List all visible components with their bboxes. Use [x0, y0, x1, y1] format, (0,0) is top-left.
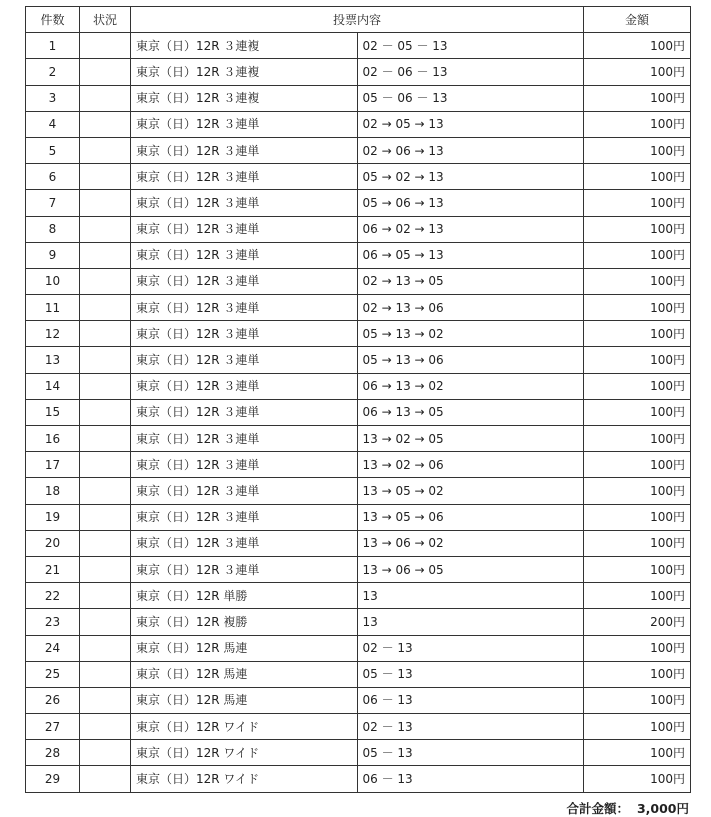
cell-race: 東京（日）12R ３連単	[131, 373, 358, 399]
cell-status	[80, 164, 131, 190]
cell-amount: 100円	[584, 740, 691, 766]
cell-status	[80, 33, 131, 59]
cell-amount: 100円	[584, 635, 691, 661]
cell-combination: 06 → 05 → 13	[357, 242, 584, 268]
cell-status	[80, 635, 131, 661]
cell-amount: 100円	[584, 295, 691, 321]
cell-status	[80, 661, 131, 687]
table-row	[26, 452, 691, 478]
cell-amount: 100円	[584, 766, 691, 792]
table-row	[26, 242, 691, 268]
cell-amount: 100円	[584, 452, 691, 478]
cell-count: 9	[26, 242, 80, 268]
cell-amount: 100円	[584, 661, 691, 687]
cell-amount: 100円	[584, 190, 691, 216]
header-content: 投票内容	[131, 7, 584, 33]
table-row	[26, 556, 691, 582]
cell-status	[80, 556, 131, 582]
cell-status	[80, 530, 131, 556]
cell-combination: 05 － 13	[357, 740, 584, 766]
cell-count: 11	[26, 295, 80, 321]
cell-status	[80, 609, 131, 635]
table-row	[26, 714, 691, 740]
total-amount	[25, 799, 691, 817]
table-row	[26, 295, 691, 321]
cell-count: 1	[26, 33, 80, 59]
cell-status	[80, 85, 131, 111]
cell-combination: 13 → 06 → 05	[357, 556, 584, 582]
cell-status	[80, 242, 131, 268]
table-row	[26, 399, 691, 425]
cell-combination: 06 － 13	[357, 687, 584, 713]
cell-race: 東京（日）12R ３連単	[131, 504, 358, 530]
total-label: 合計金額：	[566, 800, 629, 816]
cell-status	[80, 478, 131, 504]
cell-race: 東京（日）12R 複勝	[131, 609, 358, 635]
cell-combination: 05 － 06 － 13	[357, 85, 584, 111]
cell-race: 東京（日）12R 単勝	[131, 583, 358, 609]
cell-count: 3	[26, 85, 80, 111]
cell-count: 13	[26, 347, 80, 373]
cell-combination: 13 → 05 → 02	[357, 478, 584, 504]
cell-count: 21	[26, 556, 80, 582]
cell-amount: 100円	[584, 242, 691, 268]
cell-combination: 13 → 02 → 05	[357, 426, 584, 452]
cell-count: 20	[26, 530, 80, 556]
cell-combination: 02 － 13	[357, 635, 584, 661]
header-amount: 金額	[584, 7, 691, 33]
cell-count: 27	[26, 714, 80, 740]
cell-combination: 13	[357, 583, 584, 609]
cell-count: 10	[26, 268, 80, 294]
cell-combination: 02 → 06 → 13	[357, 137, 584, 163]
cell-count: 4	[26, 111, 80, 137]
cell-race: 東京（日）12R ３連単	[131, 452, 358, 478]
cell-count: 17	[26, 452, 80, 478]
cell-status	[80, 583, 131, 609]
cell-amount: 100円	[584, 268, 691, 294]
header-status: 状況	[80, 7, 131, 33]
cell-race: 東京（日）12R ワイド	[131, 740, 358, 766]
cell-amount: 100円	[584, 137, 691, 163]
cell-combination: 06 → 13 → 05	[357, 399, 584, 425]
cell-combination: 02 － 05 － 13	[357, 33, 584, 59]
cell-count: 2	[26, 59, 80, 85]
cell-race: 東京（日）12R ３連単	[131, 111, 358, 137]
cell-race: 東京（日）12R ワイド	[131, 766, 358, 792]
table-row	[26, 661, 691, 687]
table-row	[26, 766, 691, 792]
cell-combination: 05 → 13 → 02	[357, 321, 584, 347]
table-row	[26, 164, 691, 190]
cell-race: 東京（日）12R ３連単	[131, 321, 358, 347]
table-row	[26, 111, 691, 137]
table-row	[26, 426, 691, 452]
cell-race: 東京（日）12R 馬連	[131, 661, 358, 687]
cell-combination: 02 － 13	[357, 714, 584, 740]
cell-status	[80, 714, 131, 740]
table-row	[26, 740, 691, 766]
table-row	[26, 347, 691, 373]
cell-race: 東京（日）12R ３連複	[131, 59, 358, 85]
cell-count: 23	[26, 609, 80, 635]
cell-amount: 100円	[584, 583, 691, 609]
cell-status	[80, 268, 131, 294]
cell-amount: 100円	[584, 111, 691, 137]
cell-count: 8	[26, 216, 80, 242]
cell-race: 東京（日）12R ３連単	[131, 268, 358, 294]
cell-count: 7	[26, 190, 80, 216]
cell-count: 25	[26, 661, 80, 687]
table-row	[26, 687, 691, 713]
cell-amount: 100円	[584, 556, 691, 582]
cell-combination: 02 → 05 → 13	[357, 111, 584, 137]
cell-count: 24	[26, 635, 80, 661]
cell-status	[80, 111, 131, 137]
table-row	[26, 504, 691, 530]
cell-status	[80, 216, 131, 242]
cell-race: 東京（日）12R ３連複	[131, 33, 358, 59]
cell-count: 6	[26, 164, 80, 190]
cell-amount: 100円	[584, 504, 691, 530]
cell-combination: 13 → 06 → 02	[357, 530, 584, 556]
table-header-row	[26, 7, 691, 33]
cell-amount: 100円	[584, 426, 691, 452]
table-row	[26, 33, 691, 59]
cell-status	[80, 137, 131, 163]
cell-race: 東京（日）12R 馬連	[131, 635, 358, 661]
table-row	[26, 530, 691, 556]
cell-amount: 100円	[584, 164, 691, 190]
cell-race: 東京（日）12R ３連単	[131, 164, 358, 190]
cell-count: 15	[26, 399, 80, 425]
cell-status	[80, 766, 131, 792]
table-row	[26, 478, 691, 504]
cell-amount: 100円	[584, 687, 691, 713]
cell-combination: 02 → 13 → 06	[357, 295, 584, 321]
cell-race: 東京（日）12R ３連単	[131, 137, 358, 163]
cell-status	[80, 687, 131, 713]
cell-race: 東京（日）12R ３連単	[131, 556, 358, 582]
cell-amount: 100円	[584, 399, 691, 425]
cell-status	[80, 295, 131, 321]
cell-race: 東京（日）12R ３連単	[131, 347, 358, 373]
cell-status	[80, 426, 131, 452]
cell-race: 東京（日）12R ３連単	[131, 426, 358, 452]
cell-status	[80, 373, 131, 399]
table-row	[26, 583, 691, 609]
table-row	[26, 190, 691, 216]
cell-race: 東京（日）12R ３連単	[131, 399, 358, 425]
cell-count: 22	[26, 583, 80, 609]
cell-combination: 05 － 13	[357, 661, 584, 687]
cell-amount: 100円	[584, 373, 691, 399]
table-row	[26, 216, 691, 242]
cell-amount: 100円	[584, 85, 691, 111]
table-row	[26, 137, 691, 163]
table-row	[26, 373, 691, 399]
cell-amount: 100円	[584, 478, 691, 504]
cell-race: 東京（日）12R ３連単	[131, 190, 358, 216]
cell-amount: 100円	[584, 347, 691, 373]
cell-amount: 100円	[584, 216, 691, 242]
cell-count: 14	[26, 373, 80, 399]
table-row	[26, 268, 691, 294]
cell-race: 東京（日）12R ３連単	[131, 216, 358, 242]
bet-rows	[26, 33, 691, 792]
bet-table	[25, 6, 691, 793]
cell-combination: 05 → 02 → 13	[357, 164, 584, 190]
cell-amount: 100円	[584, 714, 691, 740]
cell-combination: 05 → 13 → 06	[357, 347, 584, 373]
cell-combination: 13	[357, 609, 584, 635]
cell-amount: 100円	[584, 33, 691, 59]
cell-status	[80, 190, 131, 216]
table-row	[26, 85, 691, 111]
bet-summary-sheet	[25, 6, 691, 817]
cell-status	[80, 504, 131, 530]
table-row	[26, 635, 691, 661]
cell-status	[80, 59, 131, 85]
cell-amount: 200円	[584, 609, 691, 635]
cell-amount: 100円	[584, 321, 691, 347]
cell-amount: 100円	[584, 530, 691, 556]
cell-status	[80, 452, 131, 478]
cell-count: 12	[26, 321, 80, 347]
total-value: 3,000円	[636, 800, 689, 816]
cell-count: 29	[26, 766, 80, 792]
cell-status	[80, 740, 131, 766]
cell-race: 東京（日）12R ３連単	[131, 478, 358, 504]
cell-combination: 02 → 13 → 05	[357, 268, 584, 294]
header-count: 件数	[26, 7, 80, 33]
cell-count: 16	[26, 426, 80, 452]
cell-race: 東京（日）12R ３連複	[131, 85, 358, 111]
cell-count: 28	[26, 740, 80, 766]
cell-combination: 13 → 05 → 06	[357, 504, 584, 530]
cell-count: 18	[26, 478, 80, 504]
cell-combination: 05 → 06 → 13	[357, 190, 584, 216]
cell-status	[80, 347, 131, 373]
cell-race: 東京（日）12R ワイド	[131, 714, 358, 740]
table-row	[26, 59, 691, 85]
cell-combination: 02 － 06 － 13	[357, 59, 584, 85]
cell-race: 東京（日）12R ３連単	[131, 530, 358, 556]
table-row	[26, 321, 691, 347]
cell-combination: 13 → 02 → 06	[357, 452, 584, 478]
table-row	[26, 609, 691, 635]
cell-amount: 100円	[584, 59, 691, 85]
cell-race: 東京（日）12R 馬連	[131, 687, 358, 713]
cell-race: 東京（日）12R ３連単	[131, 242, 358, 268]
cell-count: 26	[26, 687, 80, 713]
cell-combination: 06 － 13	[357, 766, 584, 792]
cell-count: 5	[26, 137, 80, 163]
cell-count: 19	[26, 504, 80, 530]
cell-status	[80, 321, 131, 347]
cell-status	[80, 399, 131, 425]
cell-combination: 06 → 13 → 02	[357, 373, 584, 399]
cell-combination: 06 → 02 → 13	[357, 216, 584, 242]
cell-race: 東京（日）12R ３連単	[131, 295, 358, 321]
